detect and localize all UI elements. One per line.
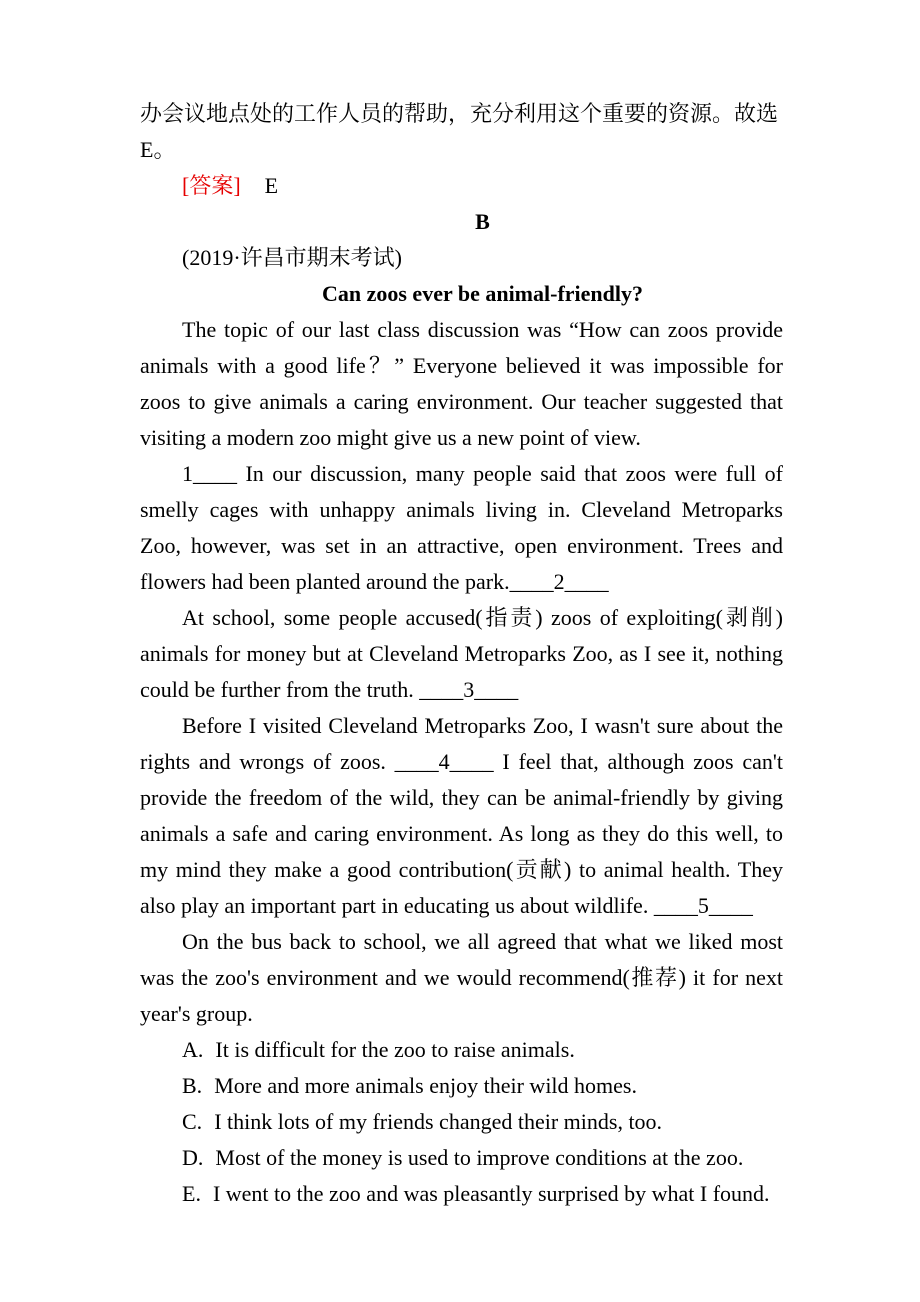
option-b-text: More and more animals enjoy their wild homes. bbox=[214, 1073, 637, 1098]
option-d bbox=[140, 1140, 783, 1176]
option-b bbox=[140, 1068, 783, 1104]
option-b-label: B. bbox=[182, 1073, 203, 1098]
option-e-label: E. bbox=[182, 1181, 201, 1206]
passage-paragraph-1: The topic of our last class discussion was “How can zoos provide animals with a good life？” Everyone believed it was impossible for zoos to give animals a caring environment. Our teacher suggested that visiting a modern zoo might give us a new point of view. bbox=[140, 317, 783, 450]
option-c-text: I think lots of my friends changed their minds, too. bbox=[214, 1109, 663, 1134]
option-a-label: A. bbox=[182, 1037, 204, 1062]
option-d-text: Most of the money is used to improve conditions at the zoo. bbox=[215, 1145, 744, 1170]
answer-label: [答案] bbox=[182, 173, 241, 198]
option-c bbox=[140, 1104, 783, 1140]
analysis-continuation-line-2: E。 bbox=[140, 137, 176, 162]
option-d-label: D. bbox=[182, 1145, 204, 1170]
answer-value: E bbox=[264, 173, 279, 198]
answer-line bbox=[140, 168, 783, 204]
passage-paragraph-3: At school, some people accused(指责) zoos of exploiting(剥削) animals for money but at Cleveland Metroparks Zoo, as I see it, nothing could be further from the truth. ____3____ bbox=[140, 605, 783, 702]
option-a bbox=[140, 1032, 783, 1068]
option-a-text: It is difficult for the zoo to raise animals. bbox=[215, 1037, 575, 1062]
exam-source: (2019·许昌市期末考试) bbox=[182, 245, 402, 270]
passage-paragraph-5: On the bus back to school, we all agreed that what we liked most was the zoo's environment and we would recommend(推荐) it for next year's group. bbox=[140, 929, 783, 1026]
option-e-text: I went to the zoo and was pleasantly surprised by what I found. bbox=[212, 1181, 770, 1206]
passage-paragraph-4: Before I visited Cleveland Metroparks Zoo, I wasn't sure about the rights and wrongs of zoos. ____4____ I feel that, although zoos can't provide the freedom of the wild, they can be animal-friendly by giving animals a safe and caring environment. As long as they do this well, to my mind they make a good contribution(贡献) to animal health. They also play an important part in educating us about wildlife. ____5____ bbox=[140, 713, 783, 918]
passage-paragraph-2: 1____ In our discussion, many people said that zoos were full of smelly cages with unhappy animals living in. Cleveland Metroparks Zoo, however, was set in an attractive, open environment. Trees and flowers had been planted around the park.____2____ bbox=[140, 461, 783, 594]
option-e bbox=[140, 1176, 783, 1212]
option-c-label: C. bbox=[182, 1109, 203, 1134]
analysis-continuation-line-1: 办会议地点处的工作人员的帮助，充分利用这个重要的资源。故选 bbox=[140, 101, 779, 126]
section-letter: B bbox=[475, 209, 490, 234]
passage-title: Can zoos ever be animal-friendly? bbox=[321, 281, 643, 306]
